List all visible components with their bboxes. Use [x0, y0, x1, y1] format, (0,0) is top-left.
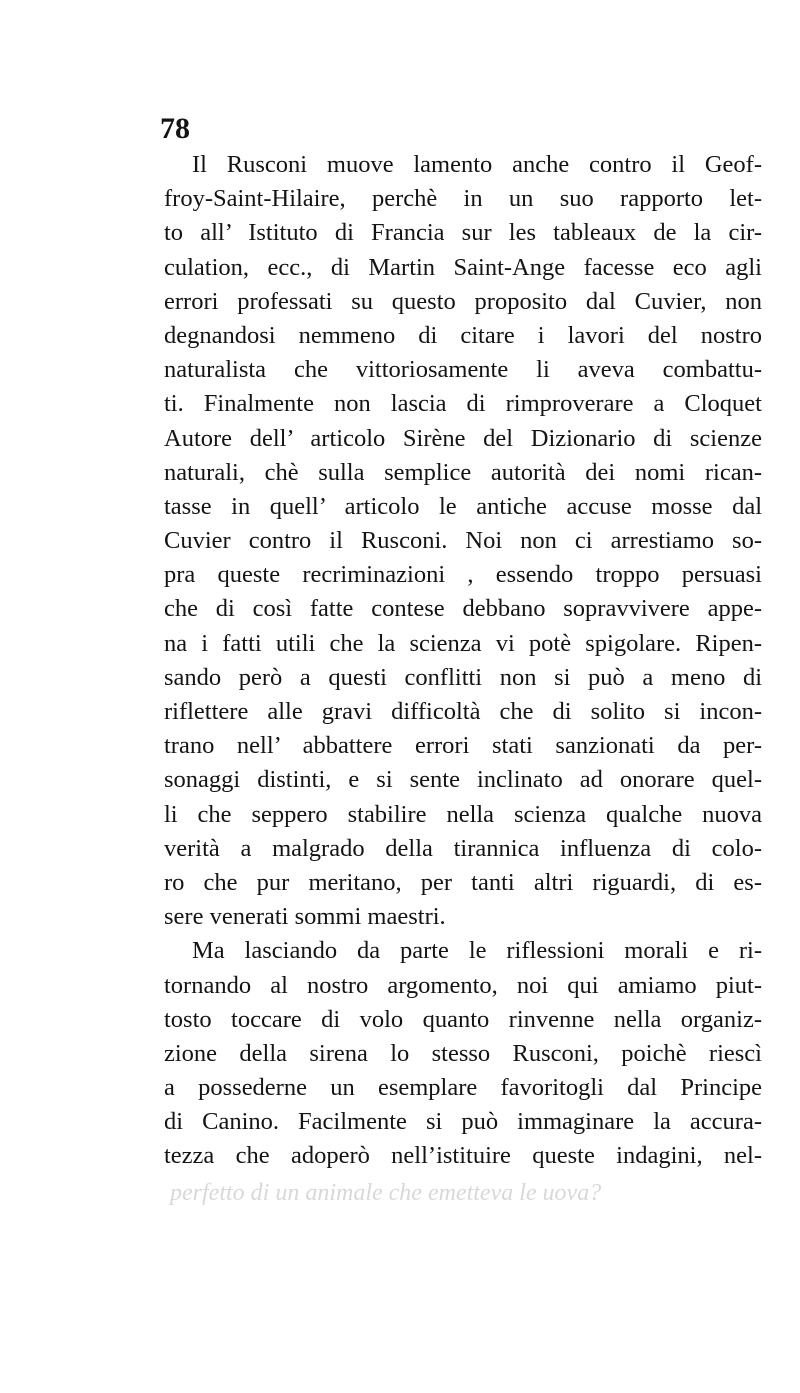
text-line: Cuvier contro il Rusconi. Noi non ci arrestiamo so- — [164, 527, 762, 555]
page-number: 78 — [160, 112, 190, 145]
text-line: zione della sirena lo stesso Rusconi, poichè riescì — [164, 1039, 762, 1067]
text-line: di Canino. Facilmente si può immaginare la accura- — [164, 1108, 762, 1136]
show-through-text: perfetto di un animale che emetteva le uova? — [170, 1180, 602, 1206]
text-line: ti. Finalmente non lascia di rimproverare a Cloquet — [164, 390, 762, 418]
text-line: sonaggi distinti, e si sente inclinato ad onorare quel- — [164, 766, 762, 794]
text-line: degnandosi nemmeno di citare i lavori del nostro — [164, 321, 762, 349]
text-line: a possederne un esemplare favoritogli dal Principe — [164, 1074, 762, 1102]
text-line: Il Rusconi muove lamento anche contro il Geof- — [192, 151, 762, 178]
text-line: to all’ Istituto di Francia sur les tableaux de la cir- — [164, 219, 762, 247]
text-line: naturali, chè sulla semplice autorità dei nomi rican- — [164, 458, 762, 486]
text-line: verità a malgrado della tirannica influenza di colo- — [164, 834, 762, 862]
text-line: trano nell’ abbattere errori stati sanzionati da per- — [164, 732, 762, 760]
body-text — [164, 148, 762, 1174]
text-line: tosto toccare di volo quanto rinvenne nella organiz- — [164, 1005, 762, 1033]
text-line: froy-Saint-Hilaire, perchè in un suo rapporto let- — [164, 185, 762, 213]
text-line: na i fatti utili che la scienza vi potè spigolare. Ripen- — [164, 629, 762, 657]
text-line: tezza che adoperò nell’istituire queste indagini, nel- — [164, 1142, 762, 1170]
text-line: sere venerati sommi maestri. — [164, 903, 446, 931]
text-line: che di così fatte contese debbano sopravvivere appe- — [164, 595, 762, 623]
text-line: naturalista che vittoriosamente li aveva combattu- — [164, 356, 762, 384]
text-line: li che seppero stabilire nella scienza qualche nuova — [164, 800, 762, 828]
text-line: riflettere alle gravi difficoltà che di solito si incon- — [164, 698, 762, 725]
text-line: tasse in quell’ articolo le antiche accuse mosse dal — [164, 492, 762, 520]
text-line: ro che pur meritano, per tanti altri riguardi, di es- — [164, 868, 762, 896]
text-line: pra queste recriminazioni , essendo troppo persuasi — [164, 561, 762, 589]
text-line: Autore dell’ articolo Sirène del Dizionario di scienze — [164, 424, 762, 452]
text-line: errori professati su questo proposito dal Cuvier, non — [164, 287, 762, 315]
text-line: sando però a questi conflitti non si può a meno di — [164, 663, 762, 691]
text-line: culation, ecc., di Martin Saint-Ange facesse eco agli — [164, 253, 762, 281]
text-line: tornando al nostro argomento, noi qui amiamo piut- — [164, 971, 762, 999]
text-line: Ma lasciando da parte le riflessioni morali e ri- — [192, 937, 762, 965]
